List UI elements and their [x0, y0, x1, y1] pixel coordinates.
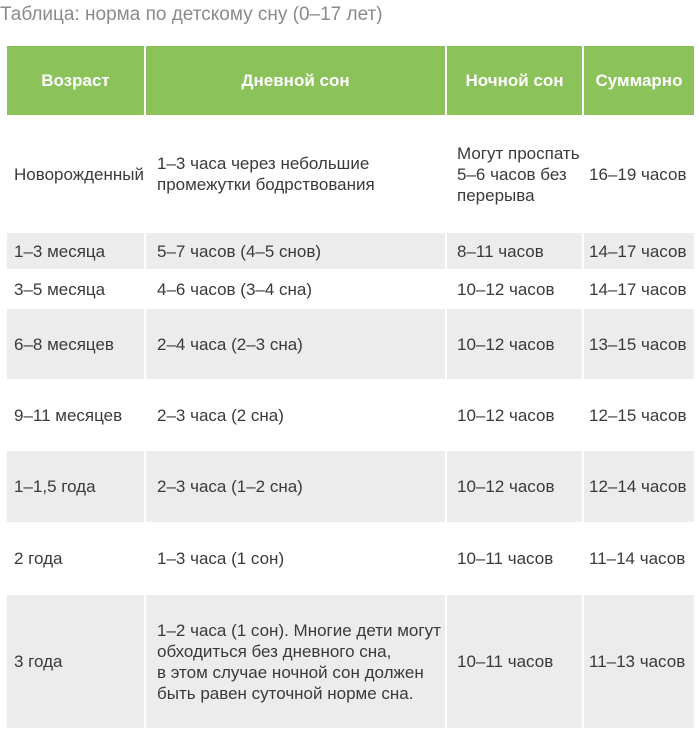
cell-age: 9–11 месяцев: [6, 380, 145, 450]
table-row: [6, 594, 695, 729]
cell-day-sleep: [145, 450, 446, 523]
cell-day-sleep: [145, 380, 446, 450]
table-row: [6, 232, 695, 270]
cell-day-sleep: [145, 308, 446, 380]
cell-night-sleep: [446, 116, 583, 232]
table-row: [6, 523, 695, 594]
cell-night-sleep-line: 10–11 часов: [457, 652, 554, 671]
cell-total: 11–13 часов: [583, 594, 695, 729]
header-age: Возраст: [6, 45, 145, 116]
cell-total: 11–14 часов: [583, 523, 695, 594]
cell-age: 1–1,5 года: [6, 450, 145, 523]
cell-day-sleep-line: в этом случае ночной сон должен: [157, 662, 424, 682]
table-row: [6, 270, 695, 308]
cell-night-sleep-line: 10–12 часов: [457, 477, 555, 496]
table-row: [6, 380, 695, 450]
cell-day-sleep-line: быть равен суточной норме сна.: [157, 683, 414, 703]
cell-day-sleep: [145, 270, 446, 308]
header-row: [6, 45, 695, 116]
cell-total: 14–17 часов: [583, 270, 695, 308]
cell-day-sleep-line: 1–3 часа через небольшие: [157, 154, 370, 173]
cell-night-sleep: [446, 380, 583, 450]
cell-night-sleep: [446, 450, 583, 523]
cell-age: Новорожденный: [6, 116, 145, 232]
header-total: Суммарно: [583, 45, 695, 116]
cell-night-sleep-line: 5–6 часов без: [457, 164, 567, 184]
cell-age: 1–3 месяца: [6, 232, 145, 270]
cell-total: 14–17 часов: [583, 232, 695, 270]
table-body: [6, 116, 695, 729]
cell-day-sleep: [145, 523, 446, 594]
cell-day-sleep-line: 5–7 часов (4–5 снов): [157, 241, 322, 261]
cell-day-sleep-line: 1–2 часа (1 сон). Многие дети могут: [157, 620, 441, 640]
cell-night-sleep: [446, 270, 583, 308]
cell-day-sleep-line: 4–6 часов (3–4 сна): [157, 279, 313, 299]
cell-age: 2 года: [6, 523, 145, 594]
cell-night-sleep-line: 10–12 часов: [457, 405, 555, 425]
cell-day-sleep-line: промежутки бодрствования: [157, 175, 375, 194]
cell-night-sleep: [446, 308, 583, 380]
cell-age: 6–8 месяцев: [6, 308, 145, 380]
cell-night-sleep: [446, 523, 583, 594]
cell-day-sleep-line: 2–3 часа (1–2 сна): [157, 477, 303, 496]
table-caption: Таблица: норма по детскому сну (0–17 лет): [0, 4, 383, 25]
table-row: [6, 450, 695, 523]
cell-day-sleep: [145, 232, 446, 270]
cell-night-sleep-line: Могут проспать: [457, 143, 580, 163]
cell-night-sleep-line: 10–12 часов: [457, 279, 555, 299]
cell-age: 3–5 месяца: [6, 270, 145, 308]
cell-night-sleep-line: 8–11 часов: [457, 241, 544, 261]
cell-night-sleep-line: перерыва: [457, 185, 535, 205]
cell-day-sleep: [145, 116, 446, 232]
cell-age: 3 года: [6, 594, 145, 729]
table-row: [6, 308, 695, 380]
cell-day-sleep-line: 1–3 часа (1 сон): [157, 549, 285, 568]
cell-total: 12–15 часов: [583, 380, 695, 450]
cell-night-sleep-line: 10–12 часов: [457, 334, 555, 354]
sleep-norms-table: [5, 44, 696, 730]
cell-night-sleep: [446, 594, 583, 729]
cell-day-sleep-line: обходиться без дневного сна,: [157, 641, 392, 661]
cell-night-sleep: [446, 232, 583, 270]
cell-day-sleep-line: 2–3 часа (2 сна): [157, 405, 284, 425]
cell-total: 13–15 часов: [583, 308, 695, 380]
table-row: [6, 116, 695, 232]
header-night-sleep: Ночной сон: [446, 45, 583, 116]
header-day-sleep: Дневной сон: [145, 45, 446, 116]
cell-total: 12–14 часов: [583, 450, 695, 523]
cell-day-sleep: [145, 594, 446, 729]
cell-total: 16–19 часов: [583, 116, 695, 232]
cell-night-sleep-line: 10–11 часов: [457, 549, 554, 568]
cell-day-sleep-line: 2–4 часа (2–3 сна): [157, 334, 303, 354]
